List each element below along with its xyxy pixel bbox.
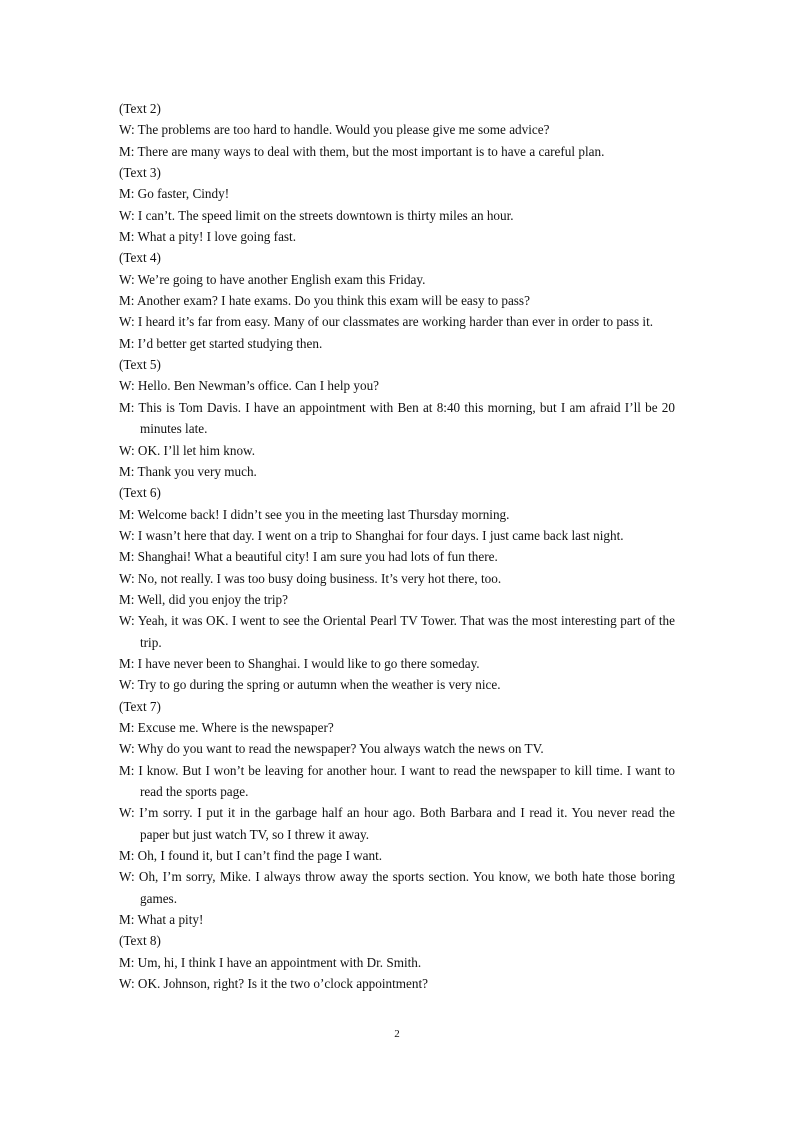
dialogue-line: W: Hello. Ben Newman’s office. Can I help you?	[119, 378, 380, 394]
dialogue-line: M: There are many ways to deal with them, but the most important is to have a careful plan.	[119, 143, 605, 159]
dialogue-line: W: The problems are too hard to handle. Would you please give me some advice?	[119, 122, 550, 138]
section-heading-text-4: (Text 4)	[119, 250, 161, 266]
section-heading-text-7: (Text 7)	[119, 698, 161, 714]
dialogue-line: M: I’d better get started studying then.	[119, 335, 323, 351]
dialogue-line: W: I can’t. The speed limit on the streets downtown is thirty miles an hour.	[119, 207, 514, 223]
dialogue-line: M: Shanghai! What a beautiful city! I am sure you had lots of fun there.	[119, 549, 498, 565]
dialogue-line: W: I heard it’s far from easy. Many of our classmates are working harder than ever in order to pass it.	[119, 314, 654, 330]
dialogue-line: M: What a pity! I love going fast.	[119, 229, 297, 245]
dialogue-line: W: Yeah, it was OK. I went to see the Oriental Pearl TV Tower. That was the most interesting part of the trip.	[119, 613, 675, 650]
dialogue-line: M: Welcome back! I didn’t see you in the meeting last Thursday morning.	[119, 506, 510, 522]
dialogue-line: W: Try to go during the spring or autumn when the weather is very nice.	[119, 677, 501, 693]
section-heading-text-6: (Text 6)	[119, 485, 161, 501]
section-heading-text-5: (Text 5)	[119, 357, 161, 373]
transcript-body	[119, 98, 675, 994]
dialogue-line: W: OK. Johnson, right? Is it the two o’clock appointment?	[119, 976, 428, 992]
dialogue-line: M: Excuse me. Where is the newspaper?	[119, 719, 334, 735]
dialogue-line: M: This is Tom Davis. I have an appointment with Ben at 8:40 this morning, but I am afraid I’ll be 20 minutes late.	[119, 399, 675, 437]
dialogue-line: W: OK. I’ll let him know.	[119, 442, 256, 458]
dialogue-line: M: Thank you very much.	[119, 463, 257, 479]
dialogue-line: M: Go faster, Cindy!	[119, 186, 230, 202]
section-heading-text-3: (Text 3)	[119, 165, 161, 181]
dialogue-line: M: Another exam? I hate exams. Do you think this exam will be easy to pass?	[119, 293, 530, 309]
dialogue-line: M: Oh, I found it, but I can’t find the page I want.	[119, 848, 383, 864]
dialogue-line: M: I have never been to Shanghai. I would like to go there someday.	[119, 655, 480, 671]
dialogue-line: W: No, not really. I was too busy doing business. It’s very hot there, too.	[119, 570, 502, 586]
dialogue-line: M: Well, did you enjoy the trip?	[119, 591, 289, 607]
dialogue-line: W: I wasn’t here that day. I went on a trip to Shanghai for four days. I just came back last night.	[119, 527, 624, 543]
dialogue-line: M: Um, hi, I think I have an appointment with Dr. Smith.	[119, 954, 422, 970]
dialogue-line: W: Why do you want to read the newspaper? You always watch the news on TV.	[119, 741, 544, 757]
dialogue-line: W: We’re going to have another English exam this Friday.	[119, 271, 426, 287]
dialogue-line: W: I’m sorry. I put it in the garbage half an hour ago. Both Barbara and I read it. You never read the paper but just watch TV, so I threw it away.	[119, 805, 675, 842]
section-heading-text-8: (Text 8)	[119, 933, 161, 949]
page-number: 2	[394, 1028, 400, 1040]
dialogue-line: W: Oh, I’m sorry, Mike. I always throw away the sports section. You know, we both hate those boring games.	[119, 869, 675, 906]
dialogue-line: M: What a pity!	[119, 912, 204, 928]
dialogue-line: M: I know. But I won’t be leaving for another hour. I want to read the newspaper to kill time. I want to read the sports page.	[119, 762, 675, 799]
section-heading-text-2: (Text 2)	[119, 101, 161, 116]
